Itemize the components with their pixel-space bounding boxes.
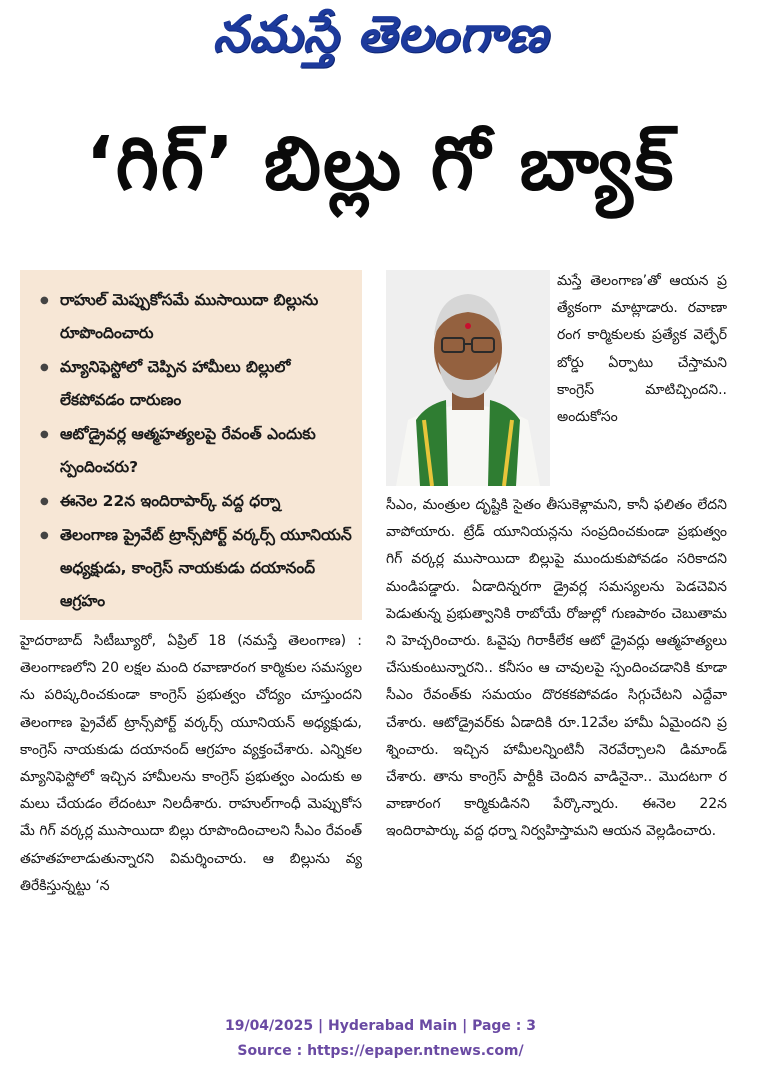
portrait-photo: [386, 270, 550, 486]
highlight-item: ● రాహుల్ మెప్పుకోసమే ముసాయిదా బిల్లును రూపొందించారు: [40, 284, 352, 350]
masthead-title: నమస్తే తెలంగాణ: [212, 4, 549, 63]
footer-date-edition: 19/04/2025 | Hyderabad Main | Page : 3: [224, 1018, 537, 1034]
article-left-column: హైదరాబాద్ సిటీబ్యూరో, ఏప్రిల్ 18 (నమస్తే తెలంగాణ) : తెలంగాణలోని 20 లక్షల మంది రవాణారంగ కార్మికుల సమస్యలను పరిష్కరించకుండా కాంగ్రెస్ ప్రభుత్వం చోద్యం చూస్తుందని తెలంగాణ ప్రైవేట్ ట్రాన్స్‌పోర్ట్ వర్కర్స్ యూనియన్ అధ్యక్షుడు, కాంగ్రెస్ నాయకుడు దయానంద్ ఆగ్రహం వ్యక్తంచేశారు. ఎన్నికల మ్యానిఫెస్టోలో ఇచ్చిన హామీలను కాంగ్రెస్ ప్రభుత్వం ఎందుకు అమలు చేయడం లేదంటూ నిలదీశారు. రాహుల్‌గాంధీ మెప్పుకోసమే గిగ్ వర్కర్ల ముసాయిదా బిల్లు రూపొందించాలని సీఎం రేవంత్ తహతహలాడుతున్నారని విమర్శించారు. ఆ బిల్లును వ్యతిరేకిస్తున్నట్టు ‘న: [20, 633, 362, 894]
headline: [0, 118, 761, 228]
highlights-box: [20, 270, 362, 620]
footer-source: Source : https://epaper.ntnews.com/: [237, 1043, 524, 1059]
highlight-item: ● తెలంగాణ ప్రైవేట్ ట్రాన్స్‌పోర్ట్ వర్కర్స్ యూనియన్ అధ్యక్షుడు, కాంగ్రెస్ నాయకుడు దయానంద్ ఆగ్రహం: [40, 519, 352, 618]
highlight-item: ● ఆటోడ్రైవర్ల ఆత్మహత్యలపై రేవంత్ ఎందుకు స్పందించరు?: [40, 418, 352, 484]
article-right-top: మస్తే తెలంగాణ’తో ఆయన ప్రత్యేకంగా మాట్లాడారు. రవాణా రంగ కార్మికులకు ప్రత్యేక వెల్ఫేర్ బోర్డు ఏర్పాటు చేస్తామని కాంగ్రెస్ మాటిచ్చిందని.. అందుకోసం: [557, 273, 727, 426]
article-right-column: సీఎం, మంత్రుల దృష్టికి సైతం తీసుకెళ్లామని, కానీ ఫలితం లేదని వాపోయారు. ట్రేడ్ యూనియన్లను సంప్రదించకుండా ప్రభుత్వం గిగ్ వర్కర్ల ముసాయిదా బిల్లుపై ముందుకుపోవడం సరికాదని మండిపడ్డారు. ఏడాదిన్నరగా డ్రైవర్ల సమస్యలను పెడచెవిన పెడుతున్న ప్రభుత్వానికి రాబోయే రోజుల్లో గుణపాఠం చెబుతామని హెచ్చరించారు. ఓవైపు గిరాకీలేక ఆటో డ్రైవర్లు ఆత్మహత్యలు చేసుకుంటున్నారని.. కనీసం ఆ చావులపై స్పందించడానికి కూడా సీఎం రేవంత్‌కు సమయం దొరకకపోవడం సిగ్గుచేటని ఎద్దేవా చేశారు. ఆటోడ్రైవర్‌కు ఏడాదికి రూ.12వేల హామీ ఏమైందని ప్రశ్నించారు. ఇచ్చిన హామీలన్నింటినీ నెరవేర్చాలని డిమాండ్ చేశారు. తాను కాంగ్రెస్ పార్టీకి చెందిన వాడినైనా.. మొదటగా రవాణారంగ కార్మికుడినని పేర్కొన్నారు. ఈనెల 22న ఇందిరాపార్కు వద్ద ధర్నా నిర్వహిస్తామని ఆయన వెల్లడించారు.: [386, 497, 727, 840]
highlights-list: [40, 284, 352, 618]
headline-text: ‘గిగ్’ బిల్లు గో బ్యాక్: [85, 121, 676, 207]
portrait-figure: [386, 270, 550, 486]
masthead-logo: [0, 0, 761, 80]
highlight-item: ● మ్యానిఫెస్టోలో చెప్పిన హామీలు బిల్లులో లేకపోవడం దారుణం: [40, 351, 352, 417]
highlight-item: ● ఈనెల 22న ఇందిరాపార్క్ వద్ద ధర్నా: [40, 485, 352, 518]
